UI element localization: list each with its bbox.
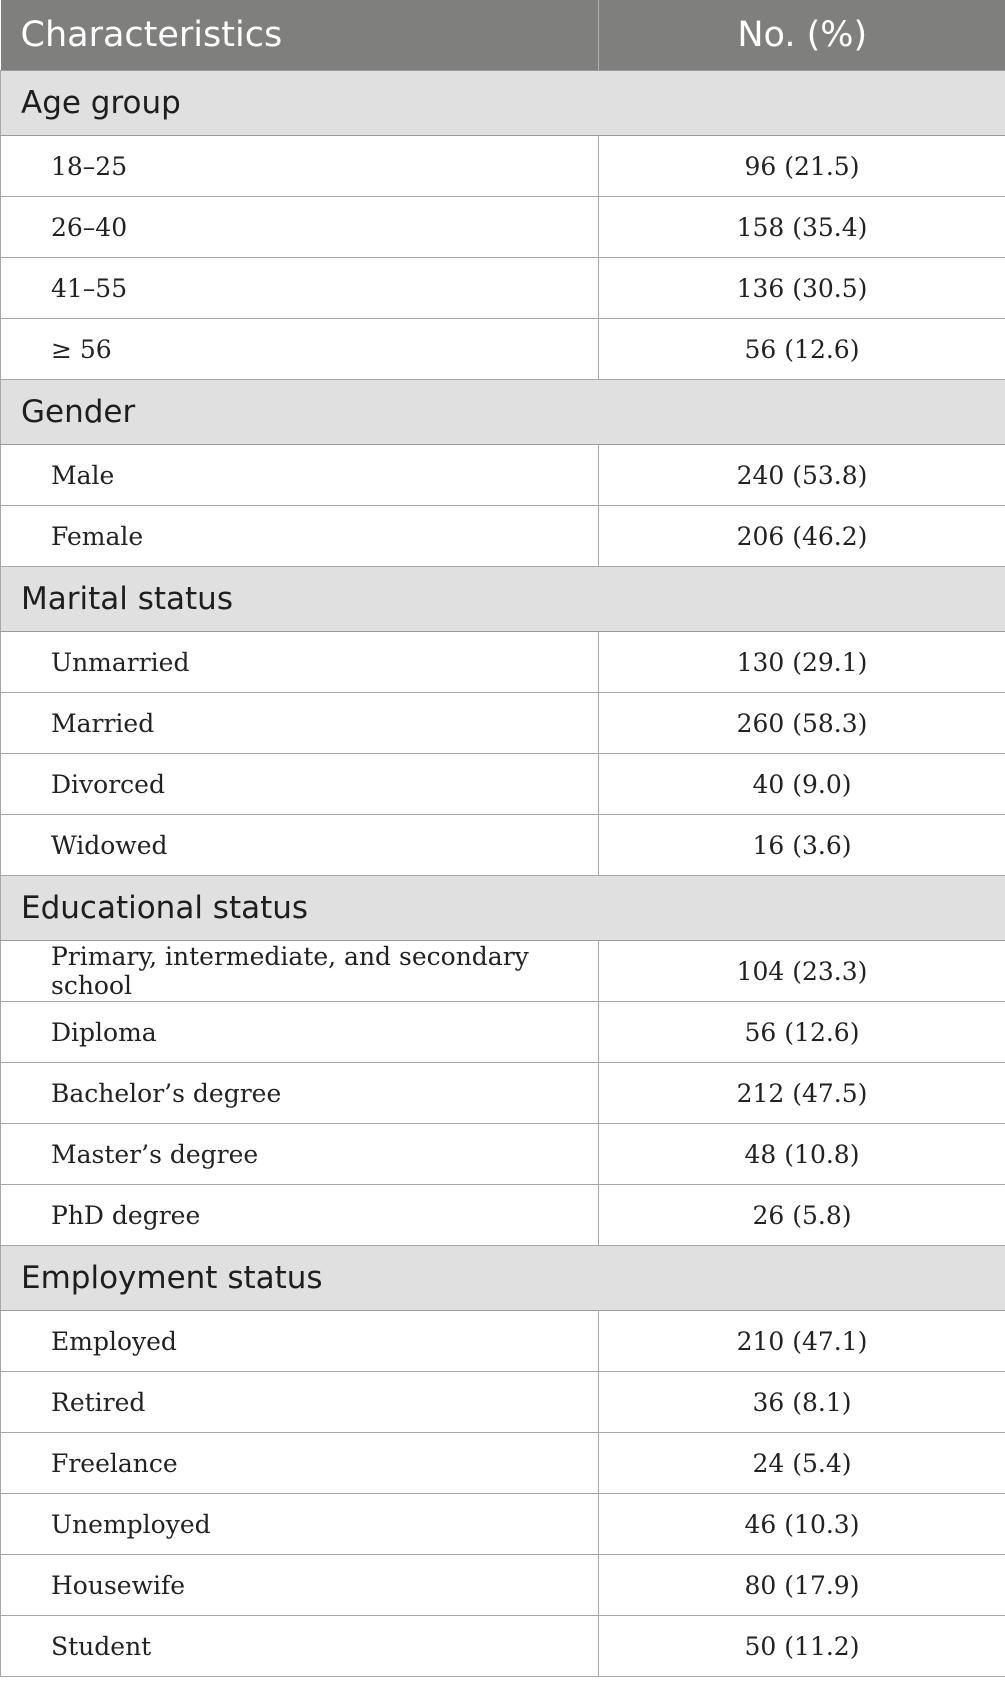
section-row [1, 876, 1005, 941]
table-row [1, 754, 1005, 815]
table-row [1, 258, 1005, 319]
row-label: 41–55 [1, 258, 599, 319]
row-label: 26–40 [1, 197, 599, 258]
row-value: 158 (35.4) [599, 197, 1005, 258]
section-row [1, 567, 1005, 632]
row-label: Freelance [1, 1433, 599, 1494]
row-label: Male [1, 445, 599, 506]
row-label: Widowed [1, 815, 599, 876]
row-label: Unmarried [1, 632, 599, 693]
table-row [1, 1494, 1005, 1555]
row-label: Divorced [1, 754, 599, 815]
table-row [1, 1372, 1005, 1433]
row-value: 26 (5.8) [599, 1185, 1005, 1246]
table-body [1, 71, 1005, 1677]
section-title: Educational status [1, 876, 1005, 941]
row-value: 56 (12.6) [599, 1002, 1005, 1063]
table-row [1, 136, 1005, 197]
row-value: 210 (47.1) [599, 1311, 1005, 1372]
section-row [1, 380, 1005, 445]
row-label: Employed [1, 1311, 599, 1372]
row-label: Diploma [1, 1002, 599, 1063]
row-value: 104 (23.3) [599, 941, 1005, 1002]
table-row [1, 1433, 1005, 1494]
table-row [1, 632, 1005, 693]
row-label: 18–25 [1, 136, 599, 197]
table-row [1, 319, 1005, 380]
row-label: Primary, intermediate, and secondary school [1, 941, 599, 1002]
table-header-row [1, 0, 1005, 71]
row-value: 96 (21.5) [599, 136, 1005, 197]
row-value: 80 (17.9) [599, 1555, 1005, 1616]
row-value: 46 (10.3) [599, 1494, 1005, 1555]
table-row [1, 197, 1005, 258]
row-value: 212 (47.5) [599, 1063, 1005, 1124]
row-value: 50 (11.2) [599, 1616, 1005, 1677]
row-value: 136 (30.5) [599, 258, 1005, 319]
header-value: No. (%) [599, 0, 1005, 71]
table-row [1, 445, 1005, 506]
row-value: 56 (12.6) [599, 319, 1005, 380]
row-label: Married [1, 693, 599, 754]
header-characteristics: Characteristics [1, 0, 599, 71]
section-title: Gender [1, 380, 1005, 445]
table-row [1, 941, 1005, 1002]
row-label: Unemployed [1, 1494, 599, 1555]
section-row [1, 1246, 1005, 1311]
table-row [1, 506, 1005, 567]
row-value: 48 (10.8) [599, 1124, 1005, 1185]
row-label: Housewife [1, 1555, 599, 1616]
row-value: 40 (9.0) [599, 754, 1005, 815]
row-value: 240 (53.8) [599, 445, 1005, 506]
table-row [1, 693, 1005, 754]
row-label: ≥ 56 [1, 319, 599, 380]
table-row [1, 1185, 1005, 1246]
row-value: 16 (3.6) [599, 815, 1005, 876]
table-row [1, 1124, 1005, 1185]
row-value: 36 (8.1) [599, 1372, 1005, 1433]
table-row [1, 1063, 1005, 1124]
row-label: Retired [1, 1372, 599, 1433]
table-row [1, 1311, 1005, 1372]
table-row [1, 1002, 1005, 1063]
table-row [1, 1555, 1005, 1616]
row-label: PhD degree [1, 1185, 599, 1246]
row-label: Master’s degree [1, 1124, 599, 1185]
table-row [1, 815, 1005, 876]
section-title: Employment status [1, 1246, 1005, 1311]
row-value: 130 (29.1) [599, 632, 1005, 693]
row-label: Female [1, 506, 599, 567]
row-value: 24 (5.4) [599, 1433, 1005, 1494]
row-label: Student [1, 1616, 599, 1677]
section-row [1, 71, 1005, 136]
row-value: 260 (58.3) [599, 693, 1005, 754]
row-value: 206 (46.2) [599, 506, 1005, 567]
section-title: Age group [1, 71, 1005, 136]
table-row [1, 1616, 1005, 1677]
row-label: Bachelor’s degree [1, 1063, 599, 1124]
section-title: Marital status [1, 567, 1005, 632]
